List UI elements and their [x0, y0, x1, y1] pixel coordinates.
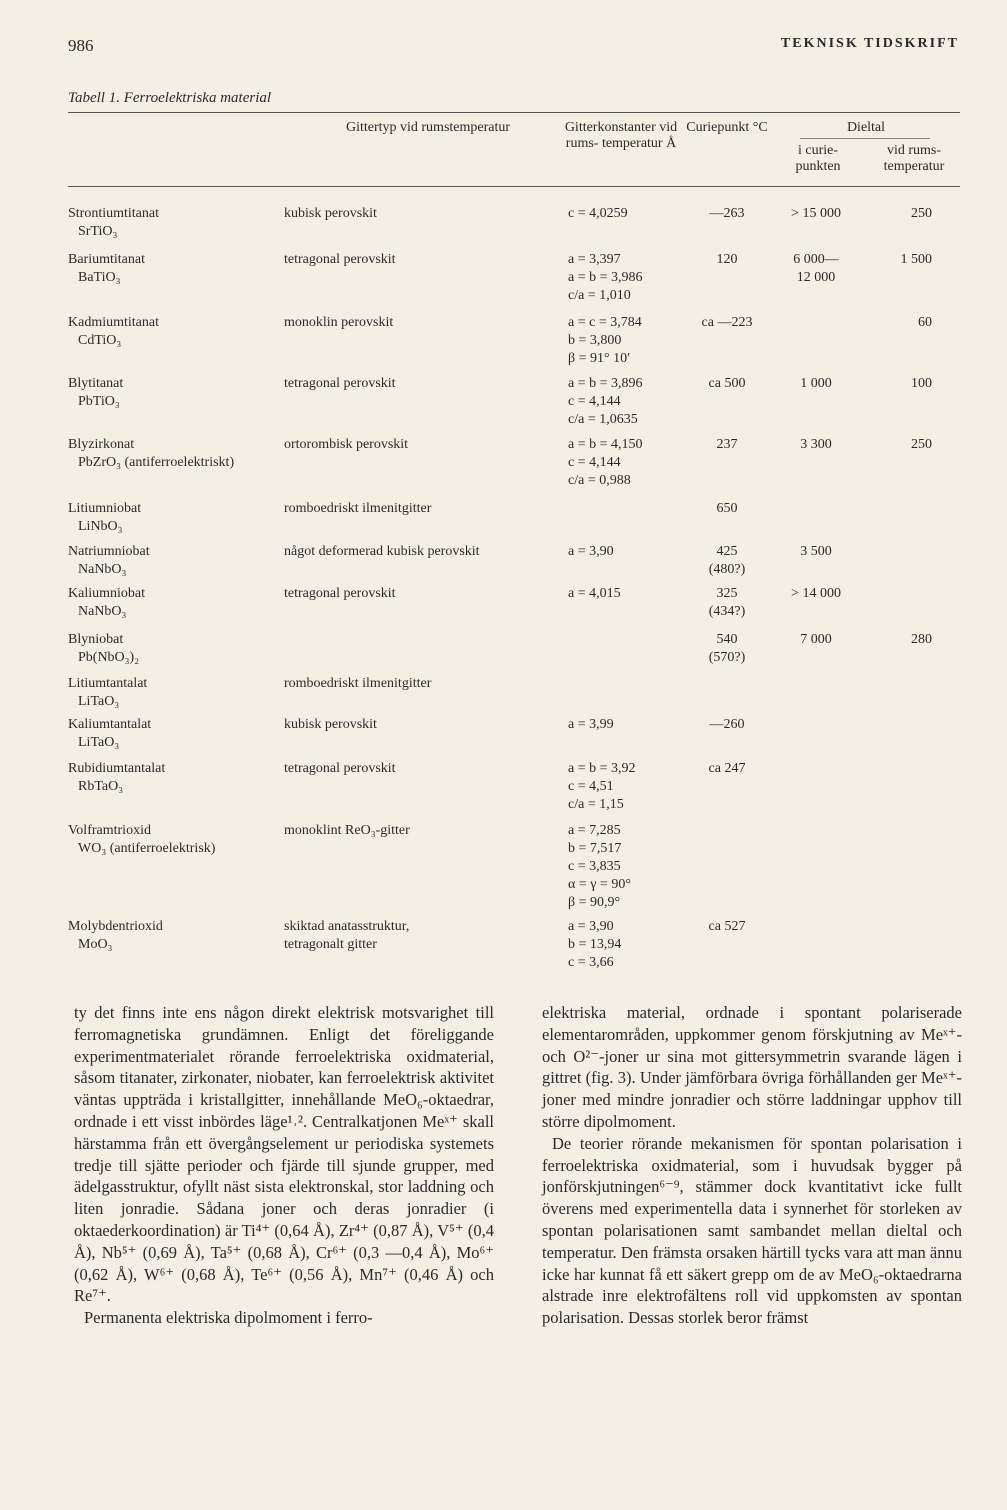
dielectric-curie-line: 12 000 — [796, 270, 836, 285]
curie-point-line: —260 — [709, 717, 745, 732]
lattice-type-line: monoklin perovskit — [284, 315, 394, 330]
lattice-constants-line: β = 90,9° — [568, 895, 621, 910]
material-name-cell — [68, 585, 278, 621]
material-name-cell — [68, 543, 278, 579]
material-name: Kadmiumtitanat — [68, 315, 159, 330]
lattice-type-line: ortorombisk perovskit — [284, 437, 409, 452]
curie-point-line: 425 — [716, 544, 738, 559]
lattice-constants-cell — [568, 314, 678, 368]
dielectric-room-cell: 250 — [911, 437, 932, 452]
lattice-constants-line: c = 4,144 — [568, 455, 621, 470]
material-name: Blytitanat — [68, 376, 124, 391]
lattice-type-cell — [284, 314, 552, 332]
lattice-constants-cell — [568, 205, 678, 223]
journal-title: TEKNISK TIDSKRIFT — [780, 36, 959, 51]
curie-point-line: (480?) — [708, 562, 746, 577]
lattice-type-cell — [284, 585, 552, 603]
lattice-constants-line: α = γ = 90° — [568, 877, 631, 892]
material-name: Natriumniobat — [68, 544, 150, 559]
lattice-constants-line: a = 3,397 — [568, 252, 621, 267]
lattice-constants-line: a = 3,99 — [568, 717, 614, 732]
curie-point-line: (434?) — [708, 604, 746, 619]
material-formula: CdTiO₃ — [78, 333, 122, 348]
dielectric-curie-cell — [776, 436, 856, 454]
lattice-constants-cell — [568, 716, 678, 734]
material-name: Strontiumtitanat — [68, 206, 159, 221]
curie-point-line: 650 — [716, 501, 738, 516]
lattice-constants-line: b = 3,800 — [568, 333, 622, 348]
table-caption: Tabell 1. Ferroelektriska material — [68, 90, 272, 106]
dielectric-curie-line: 6 000— — [793, 252, 839, 267]
lattice-constants-cell — [568, 543, 678, 561]
material-formula: LiTaO₃ — [78, 735, 120, 750]
lattice-constants-cell — [568, 436, 678, 490]
material-formula: BaTiO₃ — [78, 270, 121, 285]
curie-point-line: 120 — [716, 252, 738, 267]
lattice-constants-line: b = 7,517 — [568, 841, 622, 856]
lattice-constants-cell — [568, 251, 678, 305]
lattice-constants-cell — [568, 760, 678, 814]
lattice-type-cell — [284, 500, 552, 518]
material-name: Volframtrioxid — [68, 823, 151, 838]
lattice-constants-line: c/a = 1,0635 — [568, 412, 638, 427]
table-header-rule — [68, 186, 960, 187]
lattice-type-line: skiktad anatasstruktur, — [284, 919, 410, 934]
body-column-left — [74, 1002, 494, 1329]
lattice-constants-line: a = b = 4,150 — [568, 437, 643, 452]
dielectric-curie-line: > 14 000 — [791, 586, 841, 601]
lattice-type-line: tetragonal perovskit — [284, 252, 396, 267]
lattice-type-cell — [284, 822, 552, 840]
header-diel-curie: i curie- punkten — [795, 143, 841, 174]
lattice-type-line: tetragonalt gitter — [284, 937, 377, 952]
lattice-constants-line: c = 4,0259 — [568, 206, 628, 221]
lattice-constants-line: c/a = 0,988 — [568, 473, 631, 488]
page-number: 986 — [68, 36, 94, 55]
lattice-type-cell — [284, 375, 552, 393]
curie-point-line: (570?) — [708, 650, 746, 665]
curie-point-line: 325 — [716, 586, 738, 601]
body-paragraph: elektriska material, ordnade i spontant polariserade elementarområden, uppkommer genom förskjutning av Meˣ⁺- och O²⁻-joner ur sina mot gittersymmetrin svarande lägen i gittret (fig. 3). Under jämförbara övriga förhållanden ger Meˣ⁺-joner med mindre jonradier och större laddningar upphov till större dipolmoment. — [542, 1003, 962, 1131]
dielectric-room-cell: 60 — [918, 315, 932, 330]
lattice-constants-line: a = 7,285 — [568, 823, 621, 838]
material-name: Blyniobat — [68, 632, 124, 647]
curie-point-cell — [690, 500, 764, 518]
curie-point-cell — [690, 918, 764, 936]
table-top-rule — [68, 112, 960, 113]
lattice-type-cell — [284, 918, 552, 954]
dielectric-curie-cell — [776, 205, 856, 223]
material-name-cell — [68, 436, 278, 472]
curie-point-cell — [690, 314, 764, 332]
lattice-constants-line: c = 4,144 — [568, 394, 621, 409]
dielectric-curie-line: 3 300 — [800, 437, 832, 452]
material-formula: NaNbO₃ — [78, 562, 127, 577]
material-name: Blyzirkonat — [68, 437, 135, 452]
lattice-type-cell — [284, 251, 552, 269]
material-name-cell — [68, 675, 278, 711]
lattice-type-line: romboedriskt ilmenitgitter — [284, 676, 432, 691]
material-formula: WO₃ (antiferroelektrisk) — [78, 841, 216, 856]
lattice-constants-line: a = 4,015 — [568, 586, 621, 601]
body-paragraph: Permanenta elektriska dipolmoment i ferro- — [84, 1308, 373, 1328]
curie-point-line: ca —223 — [701, 315, 753, 330]
material-name-cell — [68, 631, 278, 667]
lattice-type-line: kubisk perovskit — [284, 717, 377, 732]
curie-point-cell — [690, 436, 764, 454]
dielectric-subrule — [800, 138, 930, 139]
curie-point-cell — [690, 251, 764, 269]
body-paragraph: ty det finns inte ens någon direkt elektrisk motsvarighet till ferromagnetiska grundämnen. Enligt det föreliggande experimentmaterialet rörande ferroelektriska oxidmaterial, såsom titanater, zirkonater, niobater, kan ferroelektrisk aktivitet väntas uppträda i kristallgitter, innehållande MeO₆-oktaedrar, ordnade i ett visst inbördes läge¹˒². Centralkatjonen Meˣ⁺ skall härstamma från ett övergångselement ur periodiska systemets tredje till sjätte perioder och fjärde till sjunde grupper, med ädelgasstruktur, ofyllt näst sista elektronskal, stor laddning och liten jonradie. Sådana joner och deras jonradier (i oktaederkoordination) är Ti⁴⁺ (0,64 Å), Zr⁴⁺ (0,87 Å), V⁵⁺ (0,4 Å), Nb⁵⁺ (0,69 Å), Ta⁵⁺ (0,68 Å), Cr⁶⁺ (0,3 —0,4 Å), Mo⁶⁺ (0,62 Å), W⁶⁺ (0,68 Å), Te⁶⁺ (0,56 Å), Mn⁷⁺ (0,46 Å) och Re⁷⁺. — [74, 1003, 494, 1306]
lattice-constants-line: c = 4,51 — [568, 779, 614, 794]
material-formula: LiNbO₃ — [78, 519, 123, 534]
curie-point-cell — [690, 205, 764, 223]
lattice-constants-cell — [568, 585, 678, 603]
material-name-cell — [68, 500, 278, 536]
curie-point-line: 237 — [716, 437, 738, 452]
curie-point-line: ca 500 — [708, 376, 746, 391]
material-name-cell — [68, 716, 278, 752]
body-paragraph: De teorier rörande mekanismen för spontan polarisation i ferroelektriska oxidmaterial, som i huvudsak bygger på jonförskjutningen⁶⁻⁹, stämmer dock kvantitativt icke fullt överens med experimentella data i synnerhet för storleken av spontan polarisationen samt sambandet mellan dieltal och temperatur. Den främsta orsaken härtill tycks vara att man ännu icke har kunnat få ett säkert grepp om de av MeO₆-oktaedrarna alstrade inre elektrofältens roll vid uppkomsten av spontan polarisation. Dessas storlek beror främst — [542, 1133, 962, 1328]
header-curie-point: Curiepunkt °C — [686, 120, 768, 135]
material-formula: RbTaO₃ — [78, 779, 124, 794]
lattice-constants-cell — [568, 375, 678, 429]
lattice-type-cell — [284, 716, 552, 734]
curie-point-line: ca 247 — [708, 761, 746, 776]
header-dielectric: Dieltal — [846, 120, 886, 135]
material-name: Litiumtantalat — [68, 676, 148, 691]
dielectric-curie-cell — [776, 543, 856, 561]
curie-point-cell — [690, 760, 764, 778]
curie-point-cell — [690, 716, 764, 734]
material-name-cell — [68, 251, 278, 287]
lattice-constants-line: β = 91° 10′ — [568, 351, 631, 366]
lattice-constants-line: c = 3,835 — [568, 859, 621, 874]
lattice-constants-line: a = 3,90 — [568, 919, 614, 934]
material-name: Litiumniobat — [68, 501, 142, 516]
lattice-type-line: monoklint ReO₃-gitter — [284, 823, 410, 838]
dielectric-curie-line: 3 500 — [800, 544, 832, 559]
curie-point-cell — [690, 543, 764, 579]
dielectric-curie-line: 7 000 — [800, 632, 832, 647]
material-name: Bariumtitanat — [68, 252, 145, 267]
material-name: Kaliumtantalat — [68, 717, 152, 732]
lattice-type-cell — [284, 205, 552, 223]
material-name-cell — [68, 205, 278, 241]
lattice-constants-line: b = 13,94 — [568, 937, 622, 952]
lattice-type-cell — [284, 675, 552, 693]
material-name: Rubidiumtantalat — [68, 761, 166, 776]
curie-point-line: ca 527 — [708, 919, 746, 934]
lattice-type-line: något deformerad kubisk perovskit — [284, 544, 480, 559]
lattice-constants-line: a = b = 3,986 — [568, 270, 643, 285]
curie-point-cell — [690, 375, 764, 393]
dielectric-room-cell: 1 500 — [900, 252, 932, 267]
material-name-cell — [68, 822, 278, 858]
lattice-constants-line: a = b = 3,92 — [568, 761, 636, 776]
material-name-cell — [68, 760, 278, 796]
lattice-constants-line: a = b = 3,896 — [568, 376, 643, 391]
lattice-type-line: tetragonal perovskit — [284, 586, 396, 601]
lattice-type-cell — [284, 436, 552, 454]
dielectric-room-cell: 280 — [911, 632, 932, 647]
lattice-constants-cell — [568, 822, 678, 912]
material-name-cell — [68, 375, 278, 411]
material-name-cell — [68, 918, 278, 954]
header-diel-room: vid rums- temperatur — [883, 143, 945, 174]
lattice-constants-line: c/a = 1,010 — [568, 288, 631, 303]
material-formula: NaNbO₃ — [78, 604, 127, 619]
material-name: Molybdentrioxid — [68, 919, 163, 934]
dielectric-curie-line: > 15 000 — [791, 206, 841, 221]
dielectric-room-cell: 250 — [911, 206, 932, 221]
lattice-type-cell — [284, 543, 552, 561]
lattice-type-line: kubisk perovskit — [284, 206, 377, 221]
header-lattice-type: Gittertyp vid rumstemperatur — [345, 120, 511, 135]
material-formula: LiTaO₃ — [78, 694, 120, 709]
lattice-constants-line: c = 3,66 — [568, 955, 614, 970]
material-name-cell — [68, 314, 278, 350]
material-formula: SrTiO₃ — [78, 224, 118, 239]
dielectric-curie-cell — [776, 631, 856, 649]
dielectric-curie-cell — [776, 375, 856, 393]
material-formula: MoO₃ — [78, 937, 113, 952]
material-formula: Pb(NbO₃)₂ — [78, 650, 140, 665]
material-name: Kaliumniobat — [68, 586, 145, 601]
dielectric-curie-cell — [776, 585, 856, 603]
dielectric-curie-cell — [776, 251, 856, 287]
body-column-right — [542, 1002, 962, 1329]
lattice-type-line: romboedriskt ilmenitgitter — [284, 501, 432, 516]
curie-point-cell — [690, 585, 764, 621]
curie-point-cell — [690, 631, 764, 667]
lattice-constants-cell — [568, 918, 678, 972]
header-lattice-constants: Gitterkonstanter vid rums- temperatur Å — [564, 120, 678, 151]
lattice-type-cell — [284, 760, 552, 778]
lattice-type-line: tetragonal perovskit — [284, 376, 396, 391]
curie-point-line: 540 — [716, 632, 738, 647]
lattice-type-line: tetragonal perovskit — [284, 761, 396, 776]
material-formula: PbZrO₃ (antiferroelektriskt) — [78, 455, 235, 470]
lattice-constants-line: a = c = 3,784 — [568, 315, 642, 330]
dielectric-curie-line: 1 000 — [800, 376, 832, 391]
lattice-constants-line: a = 3,90 — [568, 544, 614, 559]
material-formula: PbTiO₃ — [78, 394, 120, 409]
curie-point-line: —263 — [709, 206, 745, 221]
lattice-constants-line: c/a = 1,15 — [568, 797, 624, 812]
dielectric-room-cell: 100 — [911, 376, 932, 391]
